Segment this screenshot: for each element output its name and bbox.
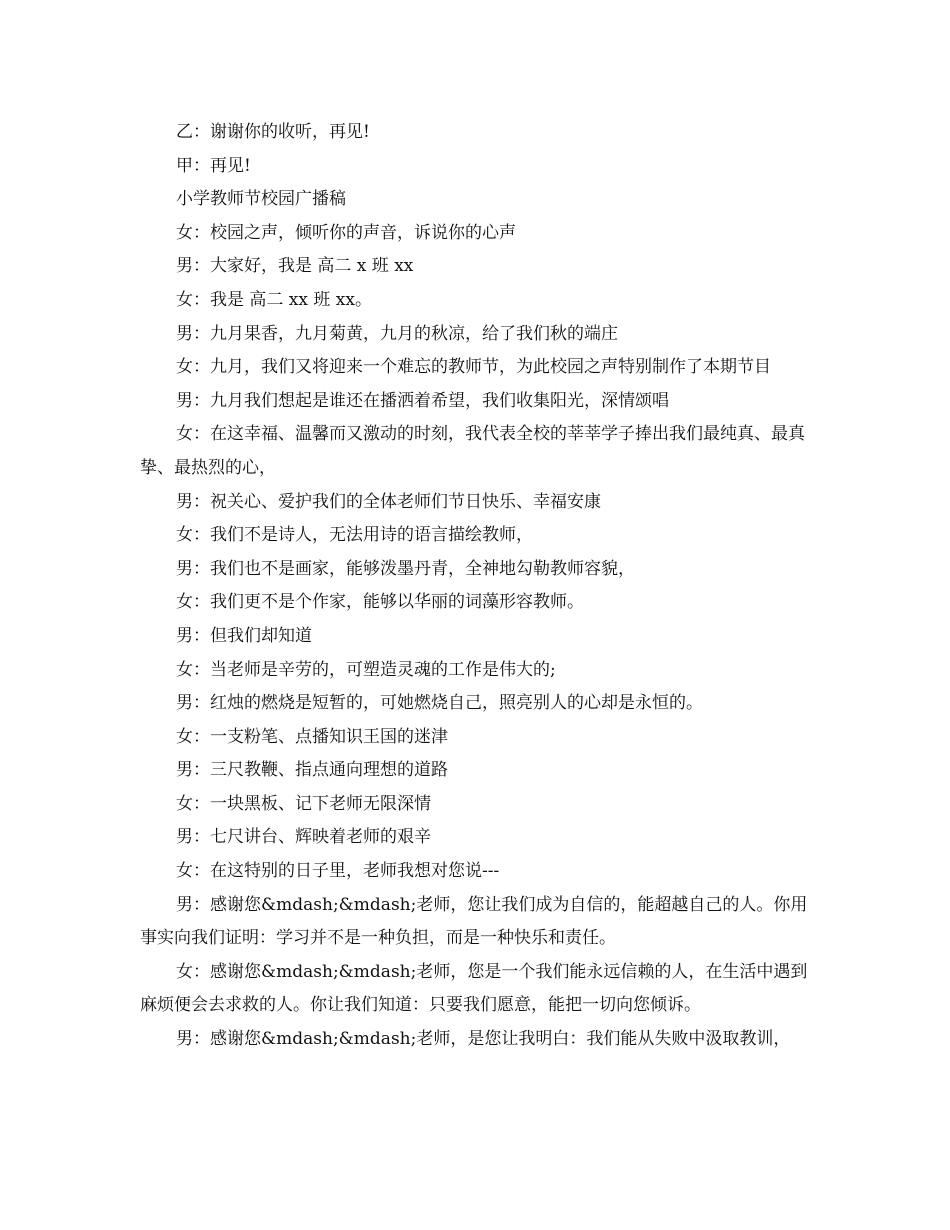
- paragraph: 女：我们不是诗人，无法用诗的语言描绘教师，: [176, 525, 533, 546]
- paragraph: 甲：再见!: [176, 155, 251, 176]
- paragraph: 乙：谢谢你的收听，再见!: [176, 122, 370, 142]
- paragraph: 男：九月果香，九月菊黄，九月的秋凉，给了我们秋的端庄: [176, 323, 618, 344]
- paragraph: 男：大家好，我是 高二 x 班 xx: [176, 256, 414, 277]
- section-title: 小学教师节校园广播稿: [176, 189, 346, 210]
- paragraph: 女：当老师是辛劳的，可塑造灵魂的工作是伟大的;: [176, 659, 556, 680]
- paragraph: 女：在这幸福、温馨而又激动的时刻，我代表全校的莘莘学子捧出我们最纯真、最真挚、最热烈的心，: [140, 424, 805, 478]
- document-body: [140, 116, 820, 1057]
- paragraph: 男：但我们却知道: [176, 625, 312, 646]
- paragraph: 男：祝关心、爱护我们的全体老师们节日快乐、幸福安康: [176, 491, 601, 512]
- paragraph: 女：我是 高二 xx 班 xx。: [176, 289, 372, 310]
- paragraph: 女：感谢您&mdash;&mdash;老师，您是一个我们能永远信赖的人，在生活中遇到麻烦便会去求救的人。你让我们知道：只要我们愿意，能把一切向您倾诉。: [140, 961, 808, 1016]
- paragraph: 男：红烛的燃烧是短暂的，可她燃烧自己，照亮别人的心却是永恒的。: [176, 693, 703, 714]
- paragraph: 男：九月我们想起是谁还在播洒着希望，我们收集阳光，深情颂唱: [176, 390, 669, 411]
- paragraph: 男：七尺讲台、辉映着老师的艰辛: [176, 827, 431, 848]
- paragraph: 女：在这特别的日子里，老师我想对您说---: [176, 861, 500, 882]
- paragraph: 男：感谢您&mdash;&mdash;老师，是您让我明白：我们能从失败中汲取教训，: [176, 1029, 791, 1050]
- paragraph: 女：校园之声，倾听你的声音，诉说你的心声: [176, 222, 516, 243]
- paragraph: 男：我们也不是画家，能够泼墨丹青，全神地勾勒教师容貌，: [176, 558, 635, 579]
- paragraph: 女：一支粉笔、点播知识王国的迷津: [176, 726, 448, 747]
- paragraph: 女：九月，我们又将迎来一个难忘的教师节，为此校园之声特别制作了本期节目: [176, 357, 771, 378]
- paragraph: 女：我们更不是个作家，能够以华丽的词藻形容教师。: [176, 592, 584, 613]
- paragraph: 男：感谢您&mdash;&mdash;老师，您让我们成为自信的，能超越自己的人。你用事实向我们证明：学习并不是一种负担，而是一种快乐和责任。: [140, 894, 808, 949]
- paragraph: 女：一块黑板、记下老师无限深情: [176, 793, 431, 814]
- paragraph: 男：三尺教鞭、指点通向理想的道路: [176, 760, 448, 781]
